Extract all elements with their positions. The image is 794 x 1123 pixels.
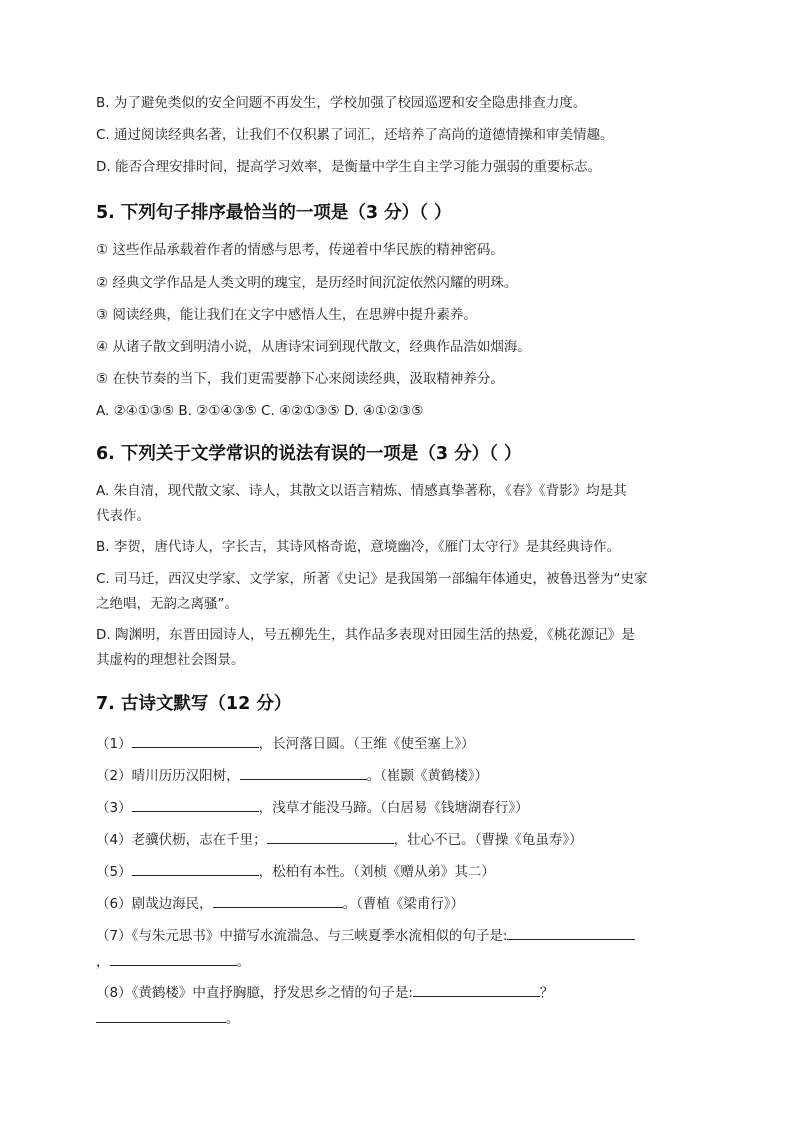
q7-item-3: （3） ，浅草才能没马蹄。（白居易《钱塘湖春行》） [96,800,529,816]
q7-item-2: （2）晴川历历汉阳树， 。（崔颢《黄鹤楼》） [96,768,489,784]
q7-item-7-line2: ， 。 [96,954,250,970]
q5-heading: 5. 下列句子排序最恰当的一项是（3 分）（ ） [96,203,452,223]
q6-option-d-line2: 其虚构的理想社会图景。 [96,652,245,668]
answer-blank[interactable] [267,830,394,844]
q7-item-5: （5） ，松柏有本性。（刘桢《赠从弟》其二） [96,864,495,880]
answer-blank[interactable] [132,798,259,812]
q7-item-6: （6）剧哉边海民， 。（曹植《梁甫行》） [96,896,465,912]
q6-option-c-line1: C. 司马迁，西汉史学家、文学家，所著《史记》是我国第一部编年体通史，被鲁迅誉为“史家 [96,571,648,587]
q5-sentence-2: ② 经典文学作品是人类文明的瑰宝，是历经时间沉淀依然闪耀的明珠。 [96,275,518,291]
q6-option-d-line1: D. 陶渊明，东晋田园诗人，号五柳先生，其作品多表现对田园生活的热爱，《桃花源记》是 [96,627,635,643]
answer-blank[interactable] [96,1009,226,1023]
q5-sentence-1: ① 这些作品承载着作者的情感与思考，传递着中华民族的精神密码。 [96,242,504,258]
answer-blank[interactable] [507,926,635,940]
q5-options: A. ②④①③⑤ B. ②①④③⑤ C. ④②①③⑤ D. ④①②③⑤ [96,403,424,419]
q7-item-8-line2: 。 [96,1009,700,1028]
q6-heading: 6. 下列关于文学常识的说法有误的一项是（3 分）（ ） [96,444,522,464]
q7-item-4: （4）老骥伏枥，志在千里； ，壮心不已。（曹操《龟虽寿》） [96,832,583,848]
q6-option-c-line2: 之绝唱，无韵之离骚”。 [96,596,238,612]
q5-sentence-5: ⑤ 在快节奏的当下，我们更需要静下心来阅读经典，汲取精神养分。 [96,371,504,387]
answer-blank[interactable] [213,894,343,908]
q6-option-b: B. 李贺，唐代诗人，字长吉，其诗风格奇诡，意境幽冷，《雁门太守行》是其经典诗作。 [96,539,621,555]
q6-option-a-line1: A. 朱自清，现代散文家、诗人，其散文以语言精炼、情感真挚著称，《春》《背影》均是其 [96,483,627,499]
q7-item-1: （1） ，长河落日圆。（王维《使至塞上》） [96,736,475,752]
q4-option-c: C. 通过阅读经典名著，让我们不仅积累了词汇，还培养了高尚的道德情操和审美情趣。 [96,127,614,143]
answer-blank[interactable] [110,952,237,966]
q6-option-a-line2: 代表作。 [96,508,150,524]
q7-item-8-line1: （8）《黄鹤楼》中直抒胸臆，抒发思乡之情的句子是: ？ [96,985,554,1001]
q7-item-7-line1: （7）《与朱元思书》中描写水流湍急、与三峡夏季水流相似的句子是: [96,926,700,945]
q5-sentence-4: ④ 从诸子散文到明清小说，从唐诗宋词到现代散文，经典作品浩如烟海。 [96,339,531,355]
q5-sentence-3: ③ 阅读经典，能让我们在文字中感悟人生，在思辨中提升素养。 [96,307,477,323]
answer-blank[interactable] [132,734,259,748]
answer-blank[interactable] [240,766,367,780]
answer-blank[interactable] [413,983,540,997]
q4-option-b: B. 为了避免类似的安全问题不再发生，学校加强了校园巡逻和安全隐患排查力度。 [96,95,587,111]
q4-option-d: D. 能否合理安排时间，提高学习效率，是衡量中学生自主学习能力强弱的重要标志。 [96,159,601,175]
q7-heading: 7. 古诗文默写（12 分） [96,694,292,714]
answer-blank[interactable] [132,862,259,876]
